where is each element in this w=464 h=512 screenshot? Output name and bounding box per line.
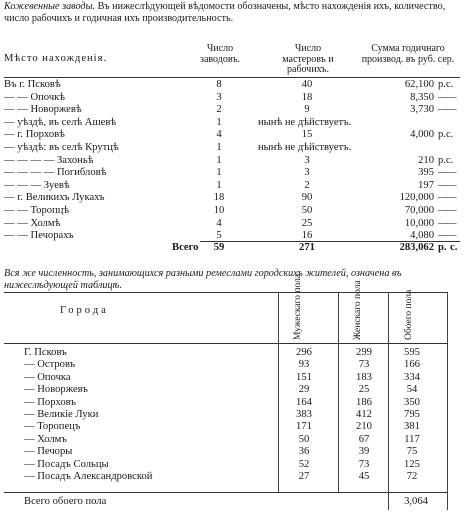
row-female: 67 xyxy=(358,433,370,445)
row-currency-sub: — xyxy=(446,167,457,179)
table1-row xyxy=(0,204,464,217)
table1-row xyxy=(0,78,464,91)
row-sum: 62,100 xyxy=(404,79,434,90)
t1-header-place: Мѣсто нахожденія. xyxy=(4,53,108,64)
table1-row xyxy=(0,91,464,104)
row-workers: 90 xyxy=(301,192,313,204)
row-currency-sub: с. xyxy=(446,129,454,141)
t2-header-rule xyxy=(4,343,448,344)
t1-total-factories: 59 xyxy=(213,242,225,253)
table2-row xyxy=(0,346,464,359)
table1-row xyxy=(0,141,464,154)
row-factories: 10 xyxy=(213,205,225,216)
row-sum: 210 xyxy=(418,154,434,166)
intro-text: Въ нижеслѣдующей вѣдомости обозначены, мѣсто нахожденія ихъ, количество, число рабочихъ и годичная ихъ производительность. xyxy=(4,1,446,25)
table1-row xyxy=(0,179,464,192)
row-both: 54 xyxy=(406,384,418,396)
t1-total-label: Всего xyxy=(172,242,199,253)
row-male: 50 xyxy=(298,433,310,445)
table2-row xyxy=(0,470,464,483)
row-currency: — xyxy=(438,91,449,103)
intro-lead: Кожевенные заводы. xyxy=(4,1,96,12)
row-city: Г. Псковъ xyxy=(24,347,67,358)
row-both: 72 xyxy=(406,471,418,482)
t1-header-workers: Число мастеровъ и рабочихъ. xyxy=(282,43,334,75)
row-factories: 1 xyxy=(216,167,222,179)
row-factories: 1 xyxy=(216,142,222,153)
row-male: 36 xyxy=(298,446,310,458)
row-place: — г. Великихъ Лукахъ xyxy=(4,192,105,204)
row-currency-sub: — xyxy=(446,104,457,116)
row-both: 350 xyxy=(404,396,420,408)
table2-row xyxy=(0,433,464,446)
table2-row xyxy=(0,396,464,409)
row-currency: р. xyxy=(438,129,446,141)
intro-paragraph xyxy=(4,1,460,26)
row-note: нынѣ не дѣйствуетъ. xyxy=(258,142,352,153)
row-city: — Новоржевъ xyxy=(24,384,88,396)
row-city: — Посадъ Сольцы xyxy=(24,458,109,470)
row-female: 186 xyxy=(356,396,372,408)
row-male: 296 xyxy=(296,347,312,358)
row-place: — — Торопцѣ xyxy=(4,205,70,216)
row-city: — Островъ xyxy=(24,359,76,371)
table2-row xyxy=(0,445,464,458)
row-note: нынѣ не дѣйствуетъ. xyxy=(258,116,352,128)
table2-row xyxy=(0,408,464,421)
row-city: — Великіе Луки xyxy=(24,409,99,420)
row-currency: — xyxy=(438,192,449,204)
row-female: 73 xyxy=(358,458,370,470)
row-sum: 120,000 xyxy=(399,192,434,204)
row-sum: 10,000 xyxy=(404,217,434,229)
row-both: 795 xyxy=(404,409,420,420)
row-both: 125 xyxy=(404,458,420,470)
row-female: 25 xyxy=(358,384,370,396)
row-female: 39 xyxy=(358,446,370,458)
row-female: 299 xyxy=(356,347,372,358)
row-both: 166 xyxy=(404,359,420,371)
table2-row xyxy=(0,358,464,371)
table2-row xyxy=(0,458,464,471)
row-factories: 5 xyxy=(216,230,222,242)
table1-row xyxy=(0,154,464,167)
row-male: 52 xyxy=(298,458,310,470)
row-workers: 15 xyxy=(301,129,313,141)
row-male: 164 xyxy=(296,396,312,408)
row-place: — — Опочкѣ xyxy=(4,91,66,103)
row-currency: — xyxy=(438,230,449,242)
row-workers: 50 xyxy=(301,205,313,216)
t2-top-rule xyxy=(4,292,448,293)
t2-header-male: Мужескаго пола xyxy=(293,273,303,340)
row-factories: 1 xyxy=(216,154,222,166)
row-city: — Опочка xyxy=(24,371,71,383)
row-currency: р. xyxy=(438,154,446,166)
row-place: — — Печорахъ xyxy=(4,230,74,242)
row-male: 151 xyxy=(296,371,312,383)
row-factories: 4 xyxy=(216,129,222,141)
row-currency: — xyxy=(438,179,449,191)
table1-row xyxy=(0,166,464,179)
row-sum: 197 xyxy=(418,179,434,191)
t2-total-both: 3,064 xyxy=(404,496,428,507)
t2-bottom-rule xyxy=(4,492,448,493)
row-sum: 4,000 xyxy=(410,129,434,141)
row-both: 595 xyxy=(404,347,420,358)
row-workers: 16 xyxy=(301,230,313,242)
row-currency: — xyxy=(438,217,449,229)
row-factories: 3 xyxy=(216,91,222,103)
table2-row xyxy=(0,371,464,384)
t1-total-currency-sub: с. xyxy=(450,242,458,253)
row-currency-sub: — xyxy=(446,192,457,204)
row-sum: 8,350 xyxy=(410,91,434,103)
row-currency-sub: — xyxy=(446,91,457,103)
t1-total-sum: 283,062 xyxy=(399,242,434,253)
row-factories: 18 xyxy=(213,192,225,204)
t1-total-currency: р. xyxy=(438,242,447,253)
row-place: — уѣздѣ: въ селѣ Крутцѣ xyxy=(4,142,119,153)
row-currency: р. xyxy=(438,79,446,90)
row-factories: 1 xyxy=(216,179,222,191)
mid-paragraph: Вся же численность, занимающихся разными ремеслами городскихъ жителей, означена въ нижеслѣдующей таблицѣ. xyxy=(4,268,402,292)
row-sum: 3,730 xyxy=(410,104,434,116)
row-currency-sub: — xyxy=(446,217,457,229)
row-factories: 4 xyxy=(216,217,222,229)
row-place: — — — — Захоньѣ xyxy=(4,154,94,166)
table1-row xyxy=(0,191,464,204)
row-currency: — xyxy=(438,104,449,116)
row-sum: 4,080 xyxy=(410,230,434,242)
row-currency-sub: с. xyxy=(446,154,454,166)
row-sum: 70,000 xyxy=(404,205,434,216)
row-city: — Порховъ xyxy=(24,396,76,408)
row-male: 171 xyxy=(296,421,312,433)
row-city: — Печоры xyxy=(24,446,73,458)
t1-header-sum: Сумма годичнаго производ. въ руб. сер. xyxy=(361,43,455,65)
table2-row xyxy=(0,420,464,433)
row-place: Въ г. Псковѣ xyxy=(4,79,61,90)
row-female: 412 xyxy=(356,409,372,420)
t2-total-label: Всего обоего пола xyxy=(24,496,107,507)
row-city: — Торопецъ xyxy=(24,421,81,433)
t1-header-factories: Число заводовъ. xyxy=(200,43,240,65)
row-workers: 2 xyxy=(304,179,310,191)
row-workers: 18 xyxy=(301,91,313,103)
row-workers: 9 xyxy=(304,104,310,116)
row-both: 117 xyxy=(404,433,420,445)
t2-header-female: Женскаго пола xyxy=(353,280,363,340)
row-workers: 40 xyxy=(301,79,313,90)
row-factories: 2 xyxy=(216,104,222,116)
table1-row xyxy=(0,116,464,129)
row-place: — — Холмѣ xyxy=(4,217,61,229)
row-place: — — — Зуевѣ xyxy=(4,179,70,191)
row-female: 73 xyxy=(358,359,370,371)
row-place: — — — — Погибловѣ xyxy=(4,167,107,179)
row-place: — уѣздѣ, въ селѣ Ашевѣ xyxy=(4,116,117,128)
table1-row xyxy=(0,128,464,141)
row-currency: — xyxy=(438,205,449,216)
row-female: 45 xyxy=(358,471,370,482)
t2-header-both: Обоего пола xyxy=(404,289,414,340)
row-factories: 8 xyxy=(216,79,222,90)
row-male: 383 xyxy=(296,409,312,420)
row-currency-sub: — xyxy=(446,179,457,191)
row-place: — г. Порховѣ xyxy=(4,129,65,141)
row-city: — Посадъ Александровской xyxy=(24,471,153,482)
row-place: — — Новоржевѣ xyxy=(4,104,82,116)
row-factories: 1 xyxy=(216,116,222,128)
row-city: — Холмъ xyxy=(24,433,67,445)
row-workers: 25 xyxy=(301,217,313,229)
table1-row xyxy=(0,217,464,230)
row-male: 93 xyxy=(298,359,310,371)
row-both: 381 xyxy=(404,421,420,433)
row-female: 183 xyxy=(356,371,372,383)
t1-total-workers: 271 xyxy=(299,242,315,253)
row-currency: — xyxy=(438,167,449,179)
row-female: 210 xyxy=(356,421,372,433)
row-sum: 395 xyxy=(418,167,434,179)
table2-row xyxy=(0,383,464,396)
row-currency-sub: — xyxy=(446,205,457,216)
t2-header-city: Города xyxy=(60,305,109,316)
row-male: 27 xyxy=(298,471,310,482)
table1-row xyxy=(0,103,464,116)
row-both: 334 xyxy=(404,371,420,383)
row-male: 29 xyxy=(298,384,310,396)
row-both: 75 xyxy=(406,446,418,458)
row-workers: 3 xyxy=(304,167,310,179)
row-currency-sub: с. xyxy=(446,79,454,90)
row-workers: 3 xyxy=(304,154,310,166)
row-currency-sub: — xyxy=(446,230,457,242)
